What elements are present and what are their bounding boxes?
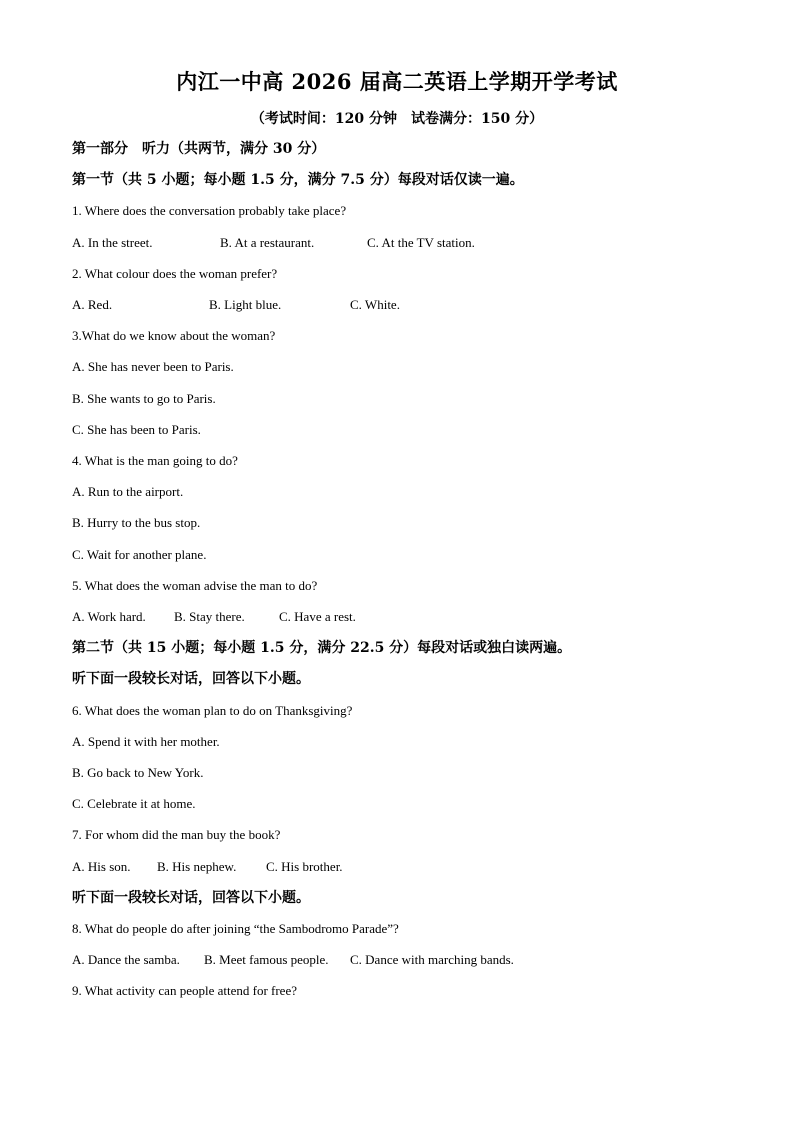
q8-option-b: B. Meet famous people. <box>204 952 329 967</box>
part1-heading: 第一部分 听力（共两节，满分 30 分） <box>72 141 326 157</box>
q6-option-a: A. Spend it with her mother. <box>72 734 220 749</box>
question-1: 1. Where does the conversation probably take place? <box>72 203 347 218</box>
question-7-options <box>72 858 343 876</box>
q1-option-c: C. At the TV station. <box>367 235 475 250</box>
q6-option-c: C. Celebrate it at home. <box>72 796 196 811</box>
section1-heading: 第一节（共 5 小题；每小题 1.5 分，满分 7.5 分）每段对话仅读一遍。 <box>72 172 524 188</box>
q2-option-a: A. Red. <box>72 297 113 312</box>
question-5-options <box>72 608 356 626</box>
question-2: 2. What colour does the woman prefer? <box>72 266 278 281</box>
q3-option-c: C. She has been to Paris. <box>72 422 201 437</box>
q4-option-b: B. Hurry to the bus stop. <box>72 515 201 530</box>
q5-option-a: A. Work hard. <box>72 609 146 624</box>
q5-option-b: B. Stay there. <box>174 609 245 624</box>
section2-instruction-2: 听下面一段较长对话，回答以下小题。 <box>72 890 310 906</box>
q4-option-a: A. Run to the airport. <box>72 484 184 499</box>
q8-option-a: A. Dance the samba. <box>72 952 180 967</box>
question-1-options <box>72 234 475 252</box>
q6-option-b: B. Go back to New York. <box>72 765 204 780</box>
q2-option-b: B. Light blue. <box>209 297 282 312</box>
question-8: 8. What do people do after joining “the Sambodromo Parade”? <box>72 921 399 936</box>
q3-option-b: B. She wants to go to Paris. <box>72 391 216 406</box>
question-8-options <box>72 951 514 969</box>
question-6: 6. What does the woman plan to do on Thanksgiving? <box>72 703 353 718</box>
question-3: 3.What do we know about the woman? <box>72 328 276 343</box>
q7-option-c: C. His brother. <box>266 859 343 874</box>
question-7: 7. For whom did the man buy the book? <box>72 827 281 842</box>
q4-option-c: C. Wait for another plane. <box>72 547 207 562</box>
page-title: 内江一中高 2026 届高二英语上学期开学考试 <box>176 69 618 94</box>
question-2-options <box>72 296 400 314</box>
section2-heading: 第二节（共 15 小题；每小题 1.5 分，满分 22.5 分）每段对话或独白读两遍。 <box>72 640 572 656</box>
q8-option-c: C. Dance with marching bands. <box>350 952 514 967</box>
q3-option-a: A. She has never been to Paris. <box>72 359 234 374</box>
q5-option-c: C. Have a rest. <box>279 609 356 624</box>
q7-option-a: A. His son. <box>72 859 131 874</box>
question-5: 5. What does the woman advise the man to do? <box>72 578 318 593</box>
q7-option-b: B. His nephew. <box>157 859 237 874</box>
q2-option-c: C. White. <box>350 297 400 312</box>
q1-option-a: A. In the street. <box>72 235 153 250</box>
q1-option-b: B. At a restaurant. <box>220 235 315 250</box>
section2-instruction-1: 听下面一段较长对话，回答以下小题。 <box>72 671 310 687</box>
question-4: 4. What is the man going to do? <box>72 453 238 468</box>
exam-time-info: （考试时间：120 分钟 试卷满分：150 分） <box>250 111 544 127</box>
question-9: 9. What activity can people attend for free? <box>72 983 297 998</box>
